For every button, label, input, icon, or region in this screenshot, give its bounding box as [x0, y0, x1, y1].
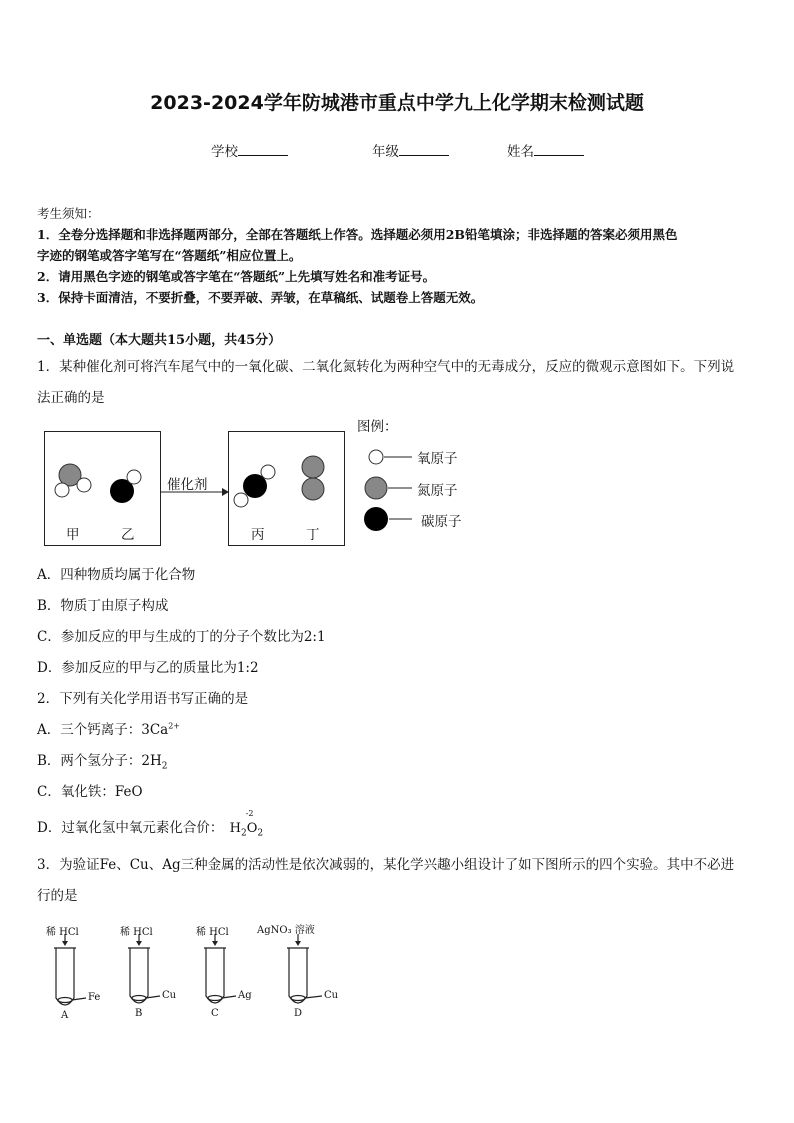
q2-option-c: C．氧化铁：FeO [37, 784, 143, 800]
tube-d-label: D [294, 1008, 303, 1019]
q1-option-a: A．四种物质均属于化合物 [37, 567, 196, 583]
catalyst-label: 催化剂 [167, 477, 208, 493]
label-bing: 丙 [251, 527, 265, 543]
q1-option-b: B．物质丁由原子构成 [37, 598, 169, 614]
legend-carbon-label: 碳原子 [421, 514, 462, 530]
school-label: 学校 [211, 144, 238, 160]
q1-stem-line2: 法正确的是 [37, 390, 105, 406]
legend-oxygen-icon [369, 450, 383, 464]
notice-item-3: 3．保持卡面清洁，不要折叠，不要弄破、弄皱，在草稿纸、试题卷上答题无效。 [37, 290, 484, 305]
q1-stem-line1: 1．某种催化剂可将汽车尾气中的一氧化碳、二氧化氮转化为两种空气中的无毒成分，反应的微观示意图如下。下列说 [37, 359, 735, 375]
tube-b-label: B [135, 1008, 143, 1019]
h2o2-formula: $H_2$ -2 $O_2$ [229, 809, 264, 839]
tube-a-label: A [61, 1010, 69, 1021]
tube-c [204, 934, 236, 1003]
notice-item-2: 2．请用黑色字迹的钢笔或答字笔在“答题纸”上先填写姓名和准考证号。 [37, 269, 436, 284]
tube-d [287, 934, 322, 1003]
page-title: 2023-2024学年防城港市重点中学九上化学期末检测试题 [150, 92, 644, 114]
notice-item-1-cont: 字迹的钢笔或答字笔写在“答题纸”相应位置上。 [37, 248, 302, 263]
tube-d-reagent: AgNO₃ 溶液 [257, 925, 315, 936]
arrow-head [222, 488, 229, 496]
grade-label: 年级 [372, 144, 399, 160]
tube-a-metal: Fe [88, 992, 101, 1003]
tube-a [54, 934, 86, 1005]
q3-stem-line1: 3．为验证Fe、Cu、Ag三种金属的活动性是依次减弱的，某化学兴趣小组设计了如下图所示的四个实验。其中不必进 [37, 857, 735, 873]
notice-heading: 考生须知： [37, 206, 100, 221]
q1-option-d: D．参加反应的甲与乙的质量比为1:2 [37, 660, 259, 676]
q2-option-a: A．三个钙离子：$3Ca^{2+}$ [37, 721, 181, 738]
molecule-yi [110, 470, 141, 503]
tube-a-reagent: 稀 HCl [46, 927, 79, 938]
q3-stem-line2: 行的是 [37, 888, 78, 904]
q2-option-b: B．两个氢分子：$2H_2$ [37, 753, 168, 772]
grade-blank [399, 143, 449, 156]
legend-nitrogen-label: 氮原子 [417, 483, 458, 499]
label-yi: 乙 [121, 527, 135, 543]
tube-c-label: C [211, 1008, 219, 1019]
legend-carbon-icon [364, 507, 388, 531]
label-ding: 丁 [306, 527, 320, 543]
name-field [507, 140, 584, 160]
notice-item-1: 1．全卷分选择题和非选择题两部分，全部在答题纸上作答。选择题必须用2B铅笔填涂；非选择题的答案必须用黑色 [37, 227, 678, 242]
legend [364, 450, 412, 531]
q2-stem: 2．下列有关化学用语书写正确的是 [37, 691, 249, 707]
grade-field [372, 140, 449, 160]
molecule-jia [55, 464, 91, 497]
name-label: 姓名 [507, 144, 534, 160]
q2-option-d: D．过氧化氢中氧元素化合价： $H_2$ -2 $O_2$ [37, 809, 264, 839]
molecule-ding [302, 456, 324, 500]
valence-mark: -2 [245, 809, 254, 818]
tube-c-reagent: 稀 HCl [196, 927, 229, 938]
legend-nitrogen-icon [365, 477, 387, 499]
q1-option-c: C．参加反应的甲与生成的丁的分子个数比为2:1 [37, 629, 326, 645]
tube-c-metal: Ag [238, 990, 252, 1001]
legend-title: 图例： [357, 419, 398, 435]
legend-oxygen-label: 氧原子 [417, 451, 458, 467]
molecule-bing [234, 465, 275, 507]
school-field [211, 140, 288, 160]
section-heading: 一、单选题（本大题共15小题，共45分） [37, 333, 282, 348]
school-blank [238, 143, 288, 156]
tube-b-reagent: 稀 HCl [120, 927, 153, 938]
name-blank [534, 143, 584, 156]
tube-d-metal: Cu [324, 990, 339, 1001]
tube-b-metal: Cu [162, 990, 177, 1001]
label-jia: 甲 [66, 527, 80, 543]
tube-b [128, 934, 160, 1003]
